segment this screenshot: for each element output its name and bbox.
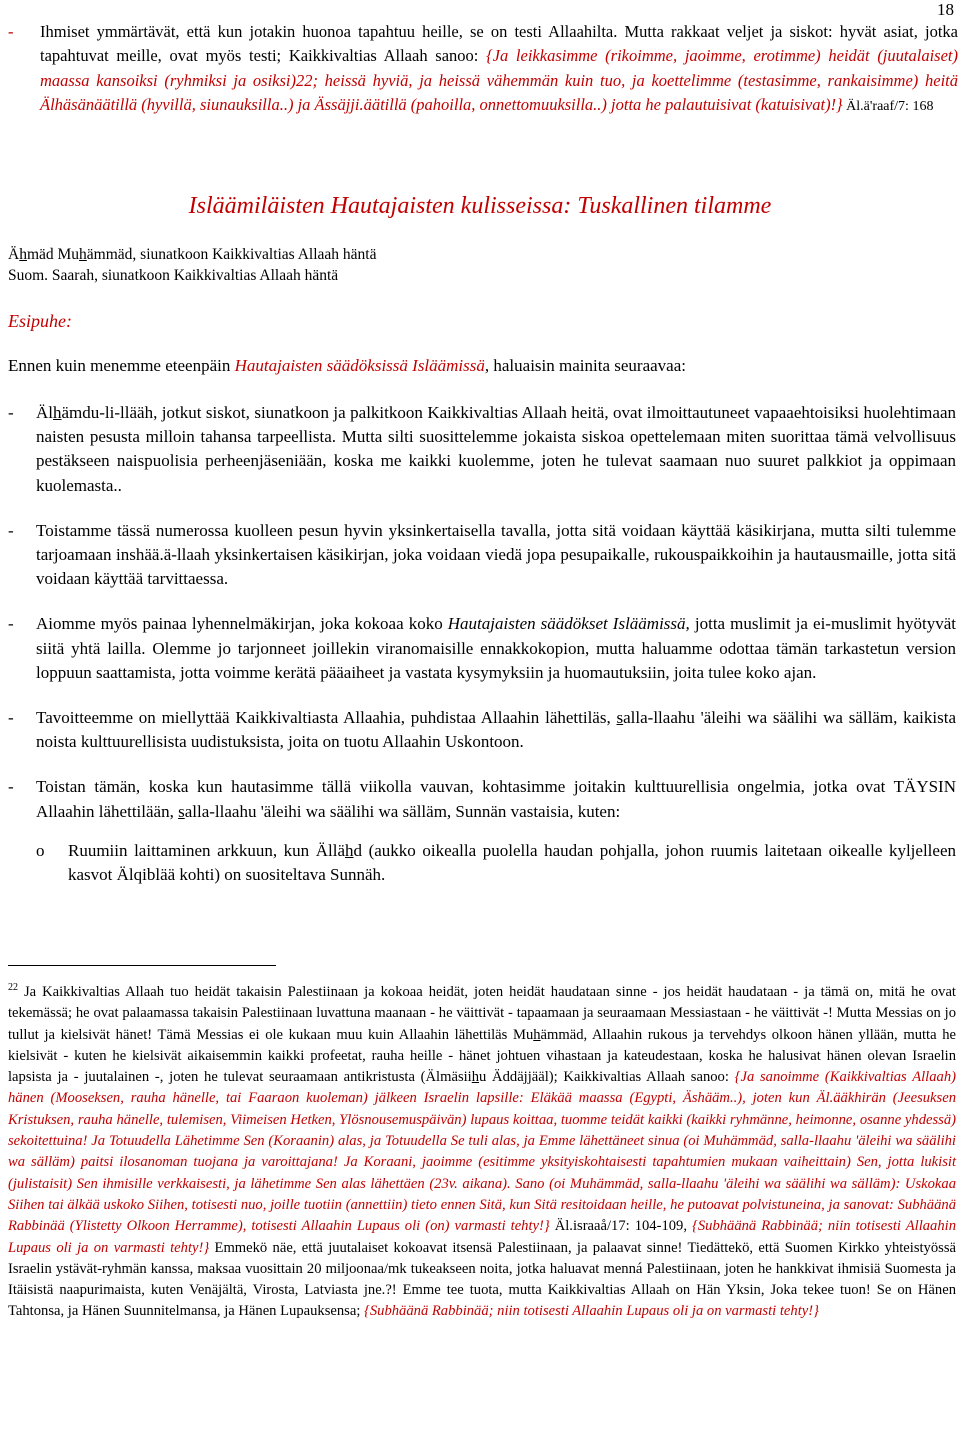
text-part: s xyxy=(616,708,624,728)
verse-reference: Äl.ä'raaf/7: 168 xyxy=(842,98,934,114)
page-number: 18 xyxy=(937,0,954,19)
footnote-text: u Äddäjjääl); Kaikkivaltias Allaah sanoo: xyxy=(479,1069,735,1086)
bullet-list xyxy=(8,401,956,887)
text-part: Äl xyxy=(36,403,53,422)
list-item-text xyxy=(36,775,956,823)
list-item xyxy=(8,706,956,754)
text-part: s xyxy=(178,801,185,821)
author-line xyxy=(8,244,377,265)
quran-quote: {Ja sanoimme (Kaikkivaltias Allaah) hänen (Mooseksen, rauha hänelle, tai Faaraon kuoleman) jälkeen Israelin lapsille: Eläkää maassa (Egypti, Äshääm..), joten kun Äl.ääkhirän (Jeesuksen Kristuksen, rauha hänelle, tulemisen, Viimeisen Hetken, Ylösnousemuspäivän) lupaus koittaa, tuomme teidät kaikki (kaikki ryhmänne, heimonne, osanne yhdessä) sekoitettuina! Ja Totuudella Lähetimme Sen (Koraanin) alas, ja Totuudella Se tuli alas, ja Emme lähettäneet sinua (oi Muhämmäd, salla-llaahu 'äleihi wa säälihi wa sälläm) paitsi ilosanoman tuojana ja varoittajana! Ja Koraani, jaoimme (esitimme yksityiskohtaisesti tapahtumien mukaan vaiheittain) Sen, jotta lukisit (julistaisit) Sen ihmisille verkkaisesti, ja lähetimme Sen alas lähettäen (23v. aikana). Sano (oi Muhämmäd, salla-llaahu 'äleihi wa säälihi wa sälläm): Uskokaa Siihen tai älkää uskoko Siihen, totisesti nuo, joille tuotiin (annettiin) tieto ennen Sitä, kun Sitä resitoidaan heille, he putoavat polvistuneina, ja sanovat: Subhäänä Rabbinää (Ylistetty Olkoon Herramme), totisesti Allaahin Lupaus oli (on) varmasti tehty!} xyxy=(8,1069,956,1235)
quran-quote: {Subhäänä Rabbinää; niin totisesti Allaahin Lupaus oli ja on varmasti tehty!} xyxy=(8,1218,956,1256)
text-part: h xyxy=(53,403,62,422)
footnote-text: h xyxy=(533,1026,541,1043)
sub-list-item xyxy=(36,839,956,887)
list-item-text xyxy=(36,612,956,685)
list-item-text: Toistamme tässä numerossa kuolleen pesun hyvin yksinkertaisella tavalla, jotta sitä voidaan käyttää käsikirjana, mutta silti tulemme tarjoamaan inshää.ä-llaah yksinkertaisen käsikirjan, joka voidaan viedä jopa pesupaikalle, rukouspaikkoihin ja hautausmaille, jotta sitä voidaan käyttää tarvittaessa. xyxy=(36,520,956,589)
intro-part: , haluaisin mainita seuraavaa: xyxy=(484,356,686,375)
list-item xyxy=(8,519,956,592)
paragraph-text xyxy=(40,20,958,119)
list-item xyxy=(8,401,956,498)
list-item-text xyxy=(36,706,956,754)
footnote-divider xyxy=(8,965,276,966)
list-item-text xyxy=(68,839,956,887)
list-dash: - xyxy=(8,777,14,797)
author-part: h xyxy=(79,246,87,263)
author-block xyxy=(8,244,377,286)
intro-highlight: Hautajaisten säädöksissä Isläämissä xyxy=(234,356,485,375)
text-part: Hautajaisten säädökset Isläämissä, xyxy=(447,614,690,634)
list-dash: - xyxy=(8,403,14,422)
sub-bullet-mark: o xyxy=(36,840,45,860)
text-part: Aiomme myös painaa lyhennelmäkirjan, joka kokoaa koko xyxy=(36,614,448,634)
author-part: ämmäd, siunatkoon Kaikkivaltias Allaah häntä xyxy=(86,246,377,263)
footnote-number: 22 xyxy=(8,982,18,993)
author-part: h xyxy=(19,246,27,263)
text-part: jotta muslimit ja ei-muslimit hyötyvät siitä yhtä lailla. Olemme jo tarjonneet joillekin viranomaisille ennakkokopion, mutta haluamme odottaa tämän tarkastetun version loppuun saattamista, jotta voimme kerätä pääaiheet ja vastata kysymyksiin ja huomautuksiin, joita tulee koko ajan. xyxy=(36,614,956,682)
footnote-text: Ja Kaikkivaltias Allaah tuo heidät takaisin Palestiinaan ja kokoaa heidät, joten heidät haudataan sinne - jos heidät haudataan - ja tämä on, mitä he ovat tekemässä; he ovat palaamassa takaisin Palestiinaan luvattuna maanaan - he väittivät - tapaamaan ja seuraamaan Messiastaan - he väittivät -! Mutta Messias on jo tullut ja kielsivät hänet! Tämä Messias ei ole kukaan muu kuin Allaahin lähettiläs Mu xyxy=(8,984,956,1043)
text-part: ämdu-li-llääh, jotkut siskot, siunatkoon ja palkitkoon Kaikkivaltias Allaah heitä, ovat ilmoittautuneet vapaaehtoisiksi huolehtimaan naisten pesusta milloin tahansa tarpeellista. Mutta silti suosittelemme jokaista siskoa opettelemaan miten suorittaa tämä velvollisuus pestäkseen naispuolisia perheenjäseniään, koska me kaikki kuolemme, joten he tulevat saamaan nuo suuret palkkiot ja oppimaan kuolemasta.. xyxy=(36,403,956,495)
author-part: mäd Mu xyxy=(26,246,80,263)
list-dash: - xyxy=(8,520,14,540)
quran-quote: {Ja leikkasimme (rikoimme, jaoimme, erotimme) heidät (juutalaiset) maassa kansoiksi (ryhmiksi ja osiksi)22; heissä hyviä, ja heissä vähemmän kuin tuo, ja koettelimme (testasimme, rankaisimme) heitä Älhäsänäätillä (hyvillä, siunauksilla..) ja Ässäjji.äätillä (pahoilla, onnettomuuksilla..) jotta he palautuisivat (katuisivat)!} xyxy=(40,46,958,114)
list-item xyxy=(8,775,956,823)
text-part: alla-llaahu 'äleihi wa säälihi wa sälläm, kaikista noista kulttuurellisista uudistuksista, joita on tuotu Allaahin Uskontoon. xyxy=(36,708,956,752)
article-title: Isläämiläisten Hautajaisten kulisseissa: Tuskallinen tilamme xyxy=(188,193,772,219)
text-part: h xyxy=(345,840,354,860)
intro-paragraph xyxy=(8,20,958,119)
author-part: Ä xyxy=(8,246,20,263)
footnote-text: Emmekö näe, että juutalaiset kokoavat itsensä Palestiinaan, ja palaavat sinne! Tiedättekö, että Suomen Kirkko yhteistyössä Israelin ystävät-ryhmän kanssa, maksaa vuosittain 20 miljoonaa/mk tukeakseen noita, jotka haluavat menná Palestiinaan, joten he hankkivat ihmisiä Suomesta ja Itäisistä naapurimaista, kuten Venäjältä, Virosta, Latviasta jne.?! Emme tee tuota, mutta Kaikkivaltias Allaah on Hän Yksin, Joka tekee tuon! Se on Hänen Tahtonsa, ja Hänen Suunnitelmansa, ja Hänen Lupauksensa; xyxy=(8,1239,956,1320)
intro-part: Ennen kuin menemme eteenpäin xyxy=(8,356,235,375)
list-item xyxy=(8,612,956,685)
list-dash: - xyxy=(8,708,14,728)
text-part: d (aukko oikealla puolella haudan pohjalla, johon ruumis laitetaan oikealle kyljelleen kasvot Älqiblää kohti) on suositeltava Sunnäh. xyxy=(68,840,956,885)
translator-line: Suom. Saarah, siunatkoon Kaikkivaltias Allaah häntä xyxy=(8,267,339,284)
footnote-text: ämmäd, Allaahin rukous ja tervehdys olkoon hänen yllään, mutta he kielsivät - kuten he kielsivät aikaisemmin kaikki profeetat, rauha heille - hänet johtuen vihastaan ja kateudestaan, koska he halusivat hänen olevan Israelin lapsista ja - juutalainen -, joten he tulevat seuraamaan antikristusta (Älmäsii xyxy=(8,1026,956,1086)
footnote xyxy=(8,977,956,1323)
text-part: Tavoitteemme on miellyttää Kaikkivaltiasta Allaahia, puhdistaa Allaahin lähettiläs, xyxy=(36,708,617,728)
verse-reference: Äl.israaå/17: 104-109, xyxy=(549,1218,693,1235)
text-part: Ruumiin laittaminen arkkuun, kun Ällä xyxy=(68,840,346,860)
paragraph-text-part: Ihmiset ymmärtävät, että kun jotakin huonoa tapahtuu heille, se on testi Allaahilta. Mutta rakkaat veljet ja siskot: hyvät asiat, jotka tapahtuvat meille, ovat myös testi; Kaikkivaltias Allaah sanoo: xyxy=(40,22,958,66)
intro-line xyxy=(8,356,686,376)
section-heading: Esipuhe: xyxy=(8,311,72,331)
list-dash: - xyxy=(8,614,14,634)
text-part: Toistan tämän, koska kun hautasimme tällä viikolla vauvan, kohtasimme joitakin kulttuurellisia ongelmia, jotka ovat TÄYSIN Allaahin lähettilään, xyxy=(36,777,956,821)
list-item-text xyxy=(36,401,956,498)
text-part: alla-llaahu 'äleihi wa säälihi wa sälläm, Sunnän vastaisia, kuten: xyxy=(184,801,621,821)
quran-quote: {Subhäänä Rabbinää; niin totisesti Allaahin Lupaus oli ja on varmasti tehty!} xyxy=(364,1303,819,1320)
footnote-text: h xyxy=(471,1069,480,1086)
list-dash: - xyxy=(8,22,14,41)
